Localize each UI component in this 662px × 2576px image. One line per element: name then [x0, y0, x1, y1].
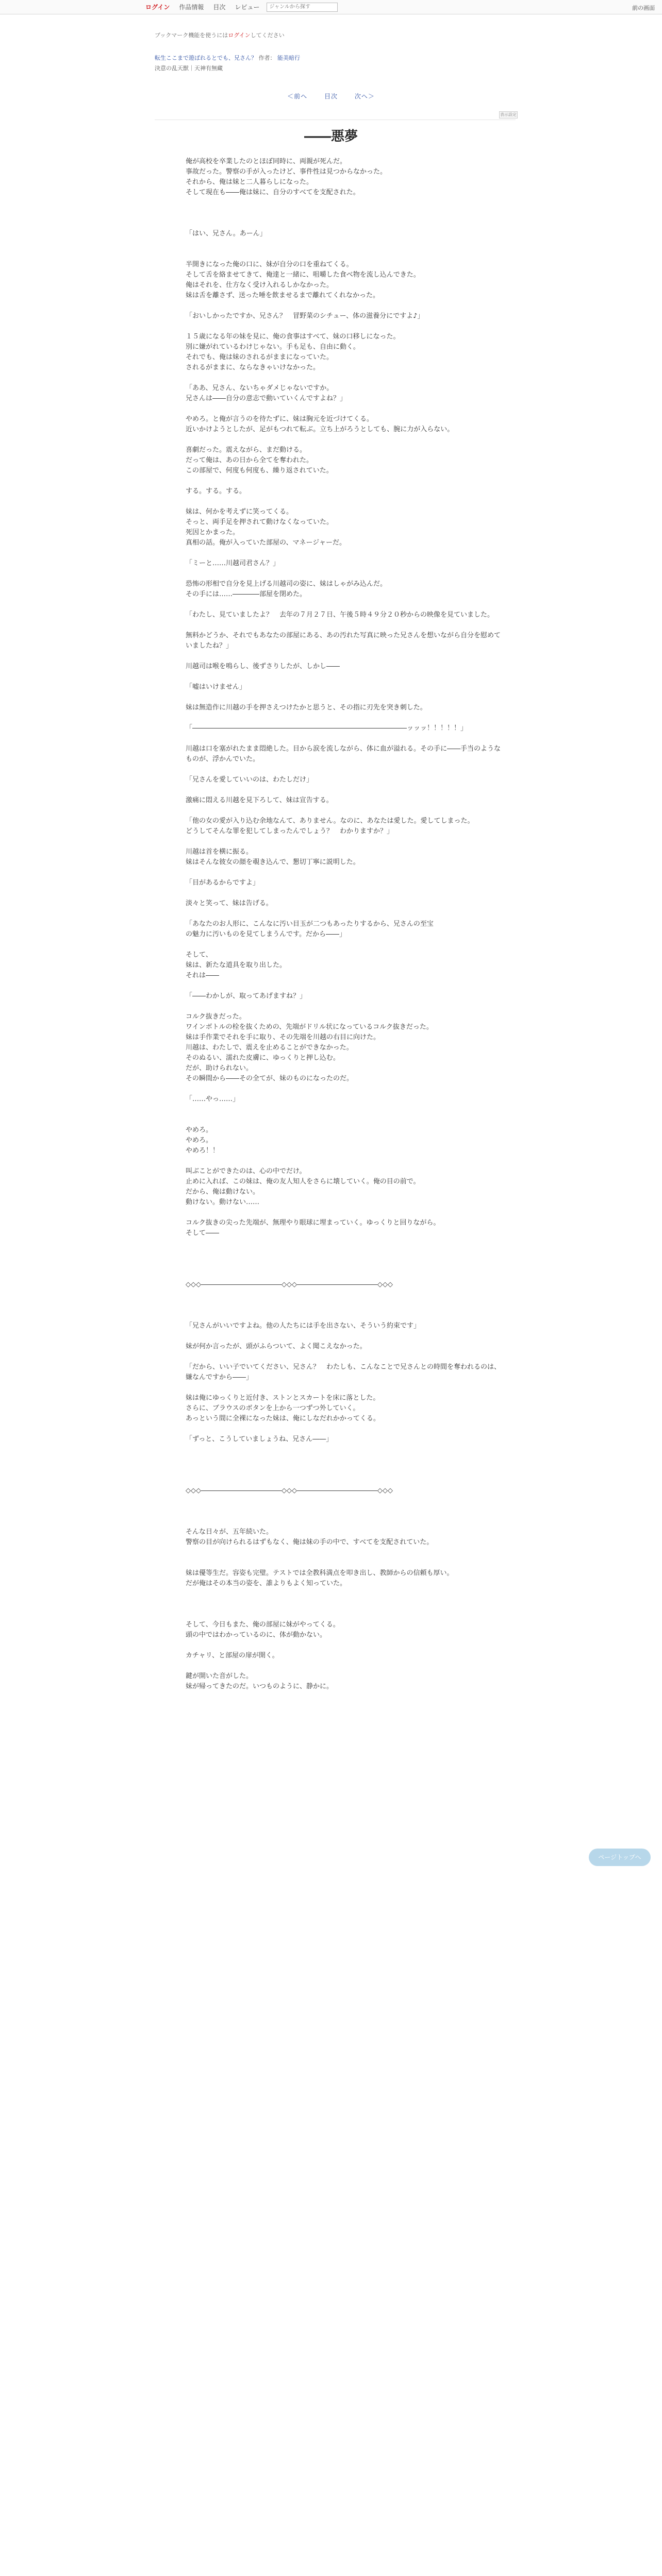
toc-link[interactable]: 目次 — [324, 93, 338, 100]
body-line: 「わたし、見ていましたよ？ 去年の７月２７日、午後５時４９分２０秒からの映像を見ていました。 — [186, 611, 494, 619]
body-line: 妹は舌を離さず、送った唾を飲ませるまで離れてくれなかった。 — [186, 292, 379, 299]
body-line: 妹は、新たな道具を取り出した。 — [186, 961, 287, 969]
body-line: 止めに入れば、この妹は、俺の友人知人をさらに壊していく。俺の目の前で。 — [186, 1178, 420, 1185]
body-line: 真相の話。俺が入っていた部屋の、マネージャーだ。 — [186, 539, 346, 547]
body-line: 妹は俺にゆっくりと近付き、ストンとスカートを床に落とした。 — [186, 1394, 380, 1402]
body-line: 鍵が開いた音がした。 — [186, 1672, 253, 1680]
body-line: やめろ。 — [186, 1137, 213, 1144]
body-line: 「――わかしが、取ってあげますね？」 — [186, 992, 307, 1000]
nav-work-info[interactable]: 作品情報 — [179, 4, 204, 11]
body-line: 事故だった。警察の手が入ったけど、事件性は見つからなかった。 — [186, 168, 387, 176]
body-line: 妹は、何かを考えずに笑ってくる。 — [186, 508, 293, 516]
body-line: 頭の中ではわかっているのに、体が動かない。 — [186, 1631, 327, 1639]
body-line: されるがままに、ならなきゃいけなかった。 — [186, 364, 320, 371]
series-author-label: 作者： — [258, 55, 276, 61]
body-line: そのぬるい、濡れた皮膚に、ゆっくりと押し込む。 — [186, 1054, 340, 1062]
body-line: コルク抜きだった。 — [186, 1013, 246, 1021]
body-line: 恐怖の形相で自分を見上げる川越司の姿に、妹はしゃがみ込んだ。 — [186, 580, 387, 588]
body-line: 半開きになった俺の口に、妹が自分の口を重ねてくる。 — [186, 261, 353, 268]
body-line: 動けない。動けない…… — [186, 1198, 260, 1206]
body-line: 死因とかまった。 — [186, 529, 240, 536]
body-line: だって俺は、あの日から全てを奪われた。 — [186, 456, 313, 464]
body-line: ワインボトルの栓を抜くための、先端がドリル状になっているコルク抜きだった。 — [186, 1023, 433, 1031]
genre-search-input[interactable] — [267, 3, 338, 12]
body-line: １５歳になる年の妹を見に、俺の食事はすべて、妹の口移しになった。 — [186, 333, 400, 341]
next-chapter-link[interactable]: 次へ＞ — [354, 93, 375, 100]
page-top-button[interactable]: ページトップへ — [589, 1849, 651, 1866]
body-line: やめろ！！ — [186, 1147, 220, 1155]
body-line: 川越は、わたしで、震えを止めることができなかった。 — [186, 1044, 353, 1052]
body-line: 妹が何か言ったが、頭がふらついて、よく聞こえなかった。 — [186, 1343, 367, 1350]
chapter-pager — [0, 92, 662, 100]
body-line: そっと、両手足を押されて動けなくなっていた。 — [186, 518, 334, 526]
body-line: 妹はそんな彼女の顔を覗き込んで、懇切丁寧に説明した。 — [186, 858, 360, 866]
body-line: コルク抜きの尖った先端が、無理やり眼球に埋まっていく。ゆっくりと回りながら。 — [186, 1219, 440, 1227]
bookmark-notice — [155, 31, 285, 39]
body-line: それでも、俺は妹のされるがままになっていた。 — [186, 353, 334, 361]
body-line: 「……やっ……」 — [186, 1095, 240, 1103]
body-line: やめろ。と俺が言うのを待たずに、妹は胸元を近づけてくる。 — [186, 415, 374, 423]
body-line: その瞬間から――その全てが、妹のものになったのだ。 — [186, 1075, 354, 1082]
body-line: の魅力に汚いものを見てしまうんです。だから――」 — [186, 930, 346, 938]
body-line: 無料かどうか、それでもあなたの部屋にある、あの汚れた写真に映った兄さんを想いながら自分を慰めていましたね？」 — [186, 632, 501, 650]
body-line: 「他の女の愛が入り込む余地なんて、ありません。なのに、あなたは愛した。愛してしまった。 — [186, 817, 474, 825]
body-line: 「おいしかったですか、兄さん？ 冒野菜のシチュー、体の滋養分にですよ♪」 — [186, 312, 424, 320]
body-line: 「あなたのお人形に、こんなに汚い目玉が二つもあったりするから、兄さんの至宝 — [186, 920, 434, 928]
body-line: だが、助けられない。 — [186, 1064, 253, 1072]
body-line: そして現在も――俺は妹に、自分のすべてを支配された。 — [186, 189, 360, 196]
body-line: 「ミーと……川越司君さん？」 — [186, 560, 280, 567]
notice-suffix: してください — [250, 32, 285, 39]
body-line: 俺が高校を卒業したのとほぼ同時に、両親が死んだ。 — [186, 158, 347, 165]
body-line: 「兄さんがいいですよね。他の人たちには手を出さない、そういう約束です」 — [186, 1322, 421, 1330]
body-line: だから、俺は動けない。 — [186, 1188, 260, 1196]
body-line: 喜劇だった。震えながら、まだ動ける。 — [186, 446, 307, 454]
body-line: 別に嫌がれているわけじゃない。手も足も、自由に動く。 — [186, 343, 360, 351]
body-line: そして舌を絡ませてきて、俺達と一緒に、咀嚼した食べ物を流し込んできた。 — [186, 271, 420, 279]
body-line: 激痛に悶える川越を見下ろして、妹は宣告する。 — [186, 796, 333, 804]
body-line: そして、 — [186, 951, 212, 959]
body-line: カチャリ、と部屋の扉が開く。 — [186, 1652, 279, 1659]
body-line: 叫ぶことができたのは、心の中でだけ。 — [186, 1167, 306, 1175]
body-line: 「ずっと、こうしていましょうね、兄さん――」 — [186, 1435, 333, 1443]
chapter-title: ――悪夢 — [304, 129, 358, 144]
author-line: 決意の乱天獣｜天神有無藏 — [155, 65, 223, 72]
body-line: 近いかけようとしたが、足がもつれて転ぶ。立ち上がろうとしても、腕に力が入らない。 — [186, 426, 454, 433]
body-line: そして、今日もまた、俺の部屋に妹がやってくる。 — [186, 1621, 340, 1629]
top-navigation-bar — [0, 0, 662, 14]
body-line: 妹は無造作に川越の手を押さえつけたかと思うと、その指に刃先を突き刺した。 — [186, 704, 427, 711]
body-line: それから、俺は妹と二人暮らしになった。 — [186, 178, 313, 186]
body-line: 川越は口を塞がれたまま悶絶した。目から涙を流しながら、体に血が溢れる。その手に――手当のようなものが、浮かんでいた。 — [186, 745, 501, 763]
login-link[interactable]: ログイン — [145, 4, 170, 11]
body-line: 妹は優等生だ。容姿も完璧。テストでは全教科満点を叩き出し、教師からの信頼も厚い。 — [186, 1569, 454, 1577]
body-line: 「はい、兄さん。あーん」 — [186, 230, 267, 238]
body-line: 俺はそれを、仕方なく受け入れるしかなかった。 — [186, 281, 334, 289]
body-line: 川越司は喉を鳴らし、後ずさりしたが、しかし―― — [186, 663, 340, 670]
body-line: やめろ。 — [186, 1126, 213, 1134]
notice-login-link[interactable]: ログイン — [228, 32, 251, 39]
body-line: ◇◇◇――――――――――――◇◇◇――――――――――――◇◇◇ — [186, 1281, 393, 1289]
body-line: 妹が帰ってきたのだ。いつものように、静かに。 — [186, 1683, 334, 1690]
body-line: 「ああ、兄さん、ないちゃダメじゃないですか。 — [186, 384, 334, 392]
series-title-link[interactable]: 転生ここまで遊ばれるとでも、兄さん？ — [155, 55, 257, 61]
body-line: そんな日々が、五年続いた。 — [186, 1528, 273, 1536]
body-line: 警察の目が向けられるはずもなく、俺は妹の手の中で、すべてを支配されていた。 — [186, 1538, 434, 1546]
body-line: あっという間に全裸になった妹は、俺にしなだれかかってくる。 — [186, 1415, 380, 1422]
body-line: そして―― — [186, 1229, 220, 1237]
body-line: どうしてそんな罪を犯してしまったんでしょう？ わかりますか？」 — [186, 827, 394, 835]
series-author-link[interactable]: 能美暗行 — [277, 55, 300, 61]
body-line: 兄さんは――自分の意志で動いていくんですよね？」 — [186, 395, 347, 402]
body-line: それは―― — [186, 972, 220, 979]
body-line: 「だから、いい子でいてください、兄さん？ わたしも、こんなことで兄さんとの時間を奪われるのは、嫌なんですから――」 — [186, 1363, 501, 1381]
series-info — [155, 54, 300, 62]
body-line: 「――――――――――――――――――――――――――――――――ッッッ！！！！！」 — [186, 724, 468, 732]
body-line: 川越は首を横に振る。 — [186, 848, 253, 856]
prev-chapter-link[interactable]: ＜前へ — [287, 93, 308, 100]
notice-prefix: ブックマーク機能を使うには — [155, 32, 228, 39]
body-line: 「兄さんを愛していいのは、わたしだけ」 — [186, 776, 313, 784]
body-line: さらに、ブラウスのボタンを上から一つずつ外していく。 — [186, 1404, 360, 1412]
back-link[interactable]: 前の画面 — [632, 5, 655, 11]
nav-table-of-contents[interactable]: 目次 — [213, 4, 226, 11]
body-line: 「嘘はいけません」 — [186, 683, 246, 691]
body-line: ◇◇◇――――――――――――◇◇◇――――――――――――◇◇◇ — [186, 1487, 393, 1495]
nav-review[interactable]: レビュー — [235, 4, 260, 11]
body-line: この部屋で、何度も何度も、繰り返されていた。 — [186, 467, 333, 474]
body-line: 淡々と笑って、妹は告げる。 — [186, 900, 273, 907]
body-line: 妹は手作業でそれを手に取り、その先端を川越の右目に向けた。 — [186, 1033, 380, 1041]
body-line: その手には……――――部屋を閉めた。 — [186, 590, 307, 598]
body-line: 「目があるからですよ」 — [186, 879, 259, 887]
display-settings-button[interactable]: 表示設定 — [499, 111, 518, 118]
body-line: だが俺はその本当の姿を、誰よりもよく知っていた。 — [186, 1580, 347, 1587]
body-line: する。する。する。 — [186, 487, 246, 495]
